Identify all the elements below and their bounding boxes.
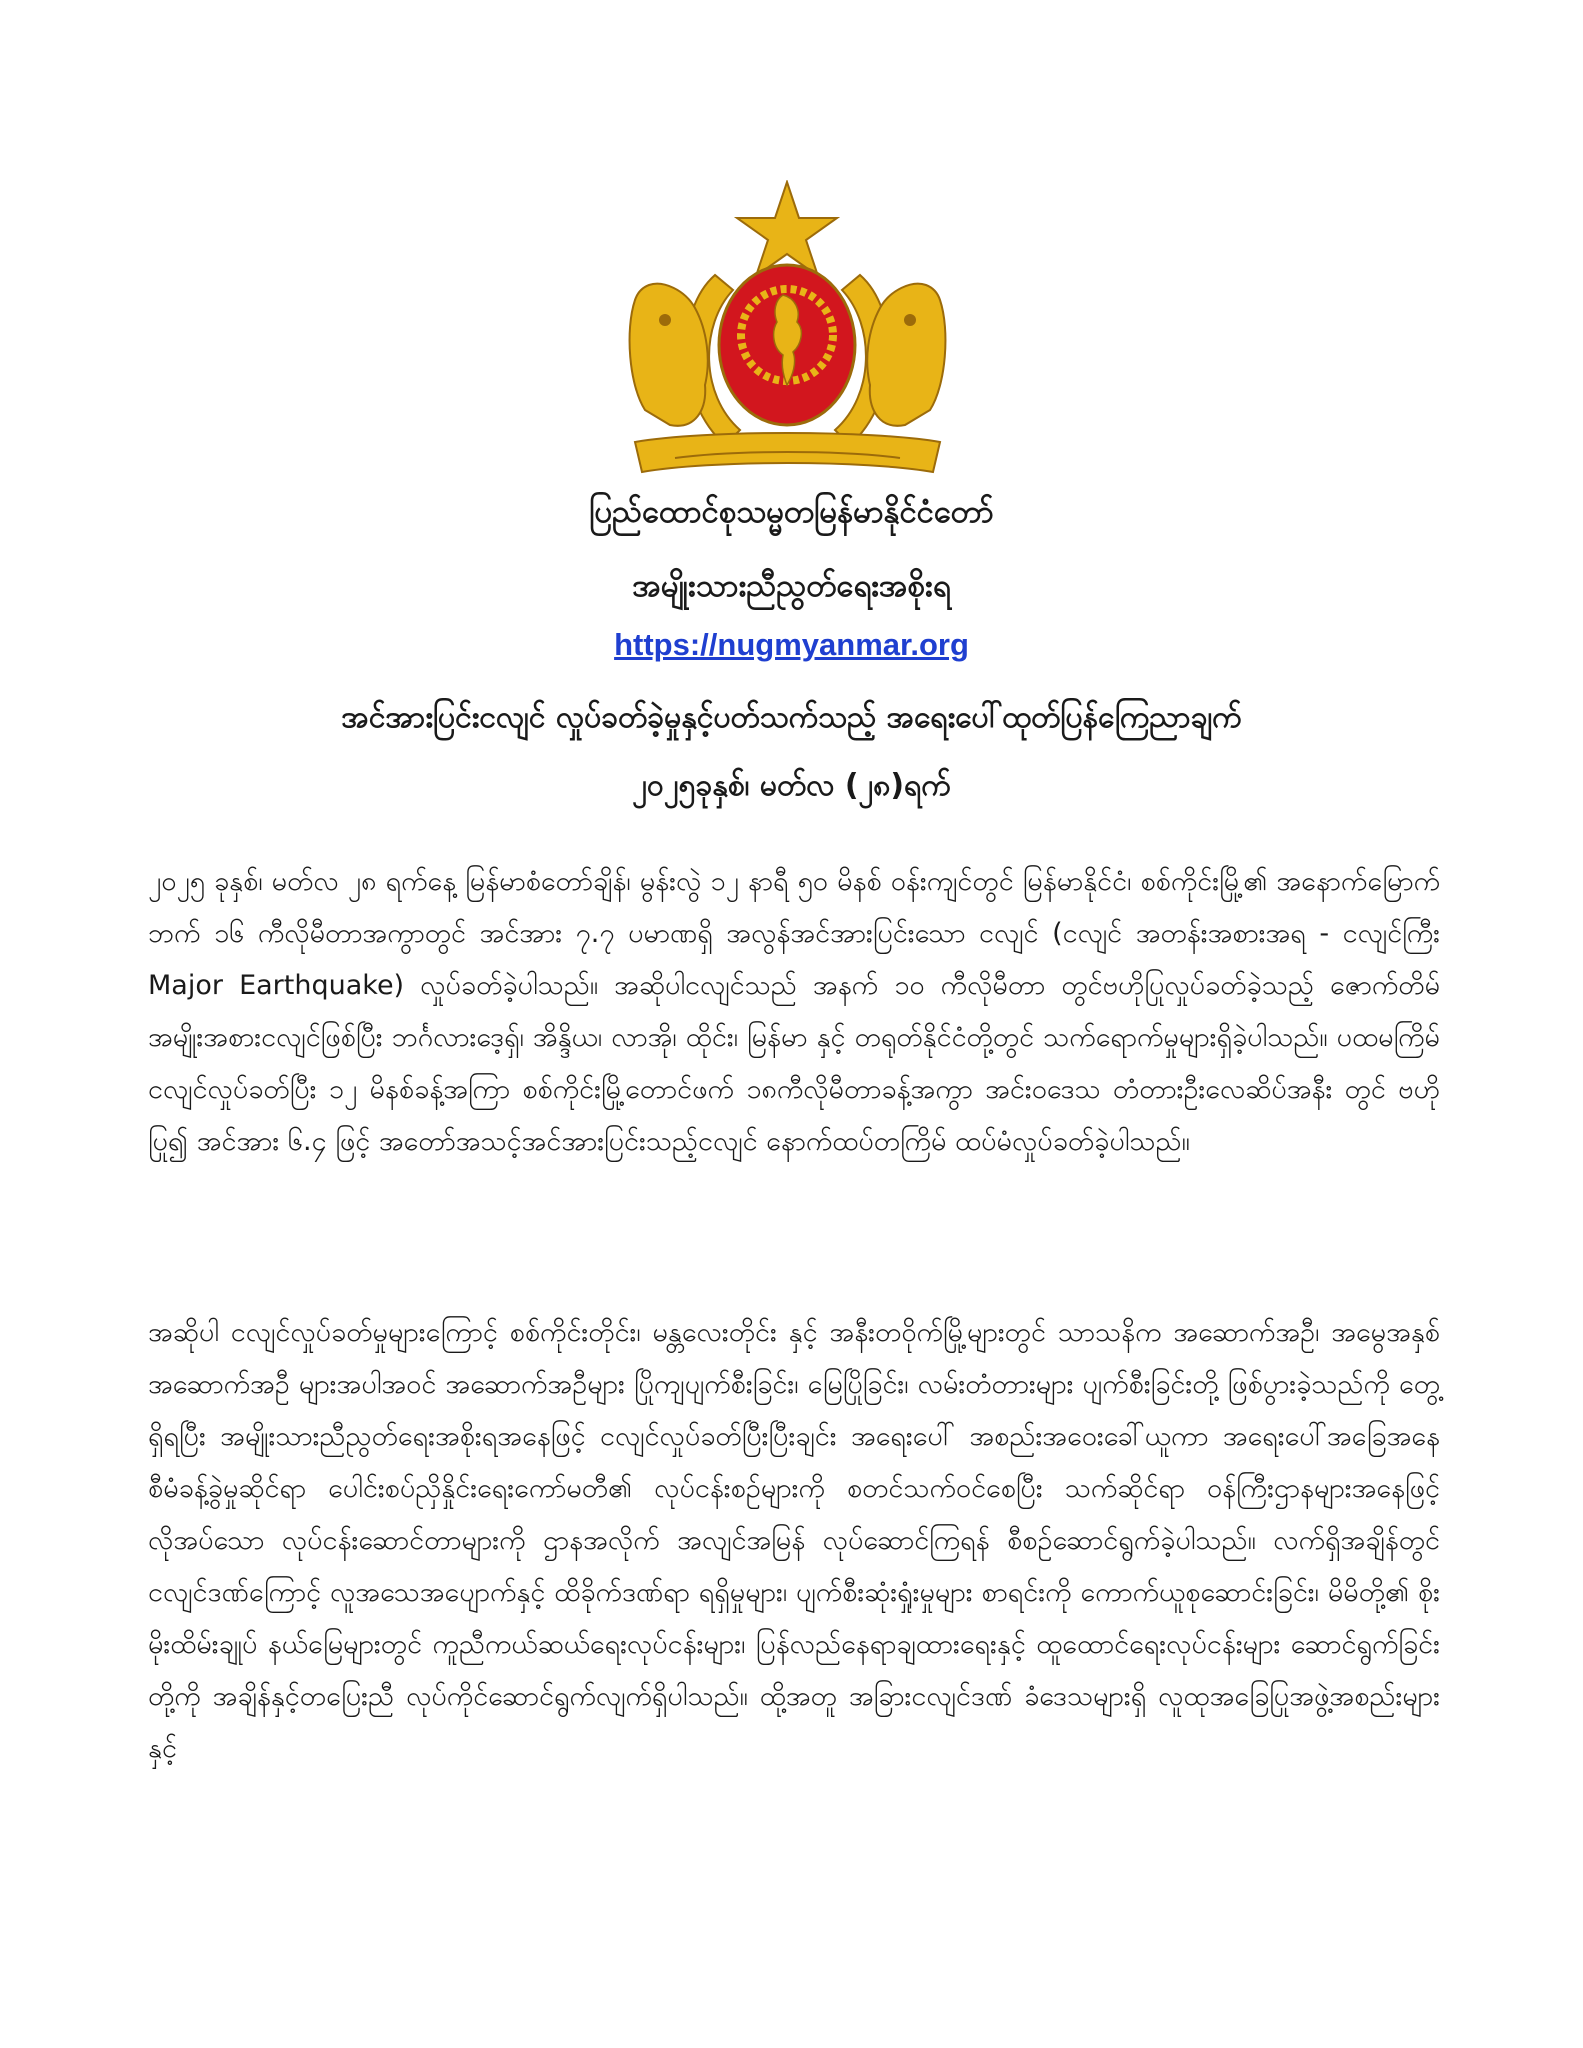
country-title: ပြည်ထောင်စုသမ္မတမြန်မာနိုင်ငံတော်: [589, 494, 994, 530]
statement-date: ၂၀၂၅ခုနှစ်၊ မတ်လ (၂၈)ရက်: [632, 768, 951, 803]
government-title: အမျိုးသားညီညွတ်ရေးအစိုးရ: [632, 568, 951, 604]
website-link[interactable]: https://nugmyanmar.org: [614, 627, 969, 662]
state-seal-icon: [615, 180, 960, 480]
body-paragraph-1: ၂၀၂၅ ခုနှစ်၊ မတ်လ ၂၈ ရက်နေ့ မြန်မာစံတော်ချိန်၊ မွန်းလွဲ ၁၂ နာရီ ၅၀ မိနစ် ဝန်းကျင်တွင် မြန်မာနိုင်ငံ၊ စစ်ကိုင်းမြို့၏ အနောက်မြောက်ဘက် ၁၆ ကီလိုမီတာအကွာတွင် အင်အား ၇.၇ ပမာဏရှိ အလွန်အင်အားပြင်းသော ငလျင် (ငလျင် အတန်းအစားအရ - ငလျင်ကြီး Major Earthquake) လှုပ်ခတ်ခဲ့ပါသည်။ အဆိုပါငလျင်သည် အနက် ၁၀ ကီလိုမီတာ တွင်ဗဟိုပြုလှုပ်ခတ်ခဲ့သည့် ဇောက်တိမ် အမျိုးအစားငလျင်ဖြစ်ပြီး ဘင်္ဂလားဒေ့ရှ်၊ အိန္ဒိယ၊ လာအို၊ ထိုင်း၊ မြန်မာ နှင့် တရုတ်နိုင်ငံတို့တွင် သက်ရောက်မှုများရှိခဲ့ပါသည်။ ပထမကြိမ်ငလျင်လှုပ်ခတ်ပြီး ၁၂ မိနစ်ခန့်အကြာ စစ်ကိုင်းမြို့တောင်ဖက် ၁၈ကီလိုမီတာခန့်အကွာ အင်းဝဒေသ တံတားဦးလေဆိပ်အနီး တွင် ဗဟိုပြု၍ အင်အား ၆.၄ ဖြင့် အတော်အသင့်အင်အားပြင်းသည့်ငလျင် နောက်ထပ်တကြိမ် ထပ်မံလှုပ်ခတ်ခဲ့ပါသည်။: [148, 866, 1440, 1157]
statement-headline: အင်အားပြင်းငလျင် လှုပ်ခတ်ခဲ့မှုနှင့်ပတ်သက်သည့် အရေးပေါ်ထုတ်ပြန်ကြေညာချက်: [341, 700, 1242, 735]
body-paragraph-2: အဆိုပါ ငလျင်လှုပ်ခတ်မှုများကြောင့် စစ်ကိုင်းတိုင်း၊ မန္တလေးတိုင်း နှင့် အနီးတဝိုက်မြို့များတွင် သာသနိက အဆောက်အဦ၊ အမွေအနှစ် အဆောက်အဦ များအပါအဝင် အဆောက်အဦများ ပြိုကျပျက်စီးခြင်း၊ မြေပြိုခြင်း၊ လမ်းတံတားများ ပျက်စီးခြင်းတို့ ဖြစ်ပွားခဲ့သည်ကို တွေ့ရှိရပြီး အမျိုးသားညီညွတ်ရေးအစိုးရအနေဖြင့် ငလျင်လှုပ်ခတ်ပြီးပြီးချင်း အရေးပေါ် အစည်းအဝေးခေါ်ယူကာ အရေးပေါ်အခြေအနေစီမံခန့်ခွဲမှုဆိုင်ရာ ပေါင်းစပ်ညှိနှိုင်းရေးကော်မတီ၏ လုပ်ငန်းစဉ်များကို စတင်သက်ဝင်စေပြီး သက်ဆိုင်ရာ ဝန်ကြီးဌာနများအနေဖြင့် လိုအပ်သော လုပ်ငန်းဆောင်တာများကို ဌာနအလိုက် အလျင်အမြန် လုပ်ဆောင်ကြရန် စီစဉ်ဆောင်ရွက်ခဲ့ပါသည်။ လက်ရှိအချိန်တွင် ငလျင်ဒဏ်ကြောင့် လူအသေအပျောက်နှင့် ထိခိုက်ဒဏ်ရာ ရရှိမှုများ၊ ပျက်စီးဆုံးရှုံးမှုများ စာရင်းကို ကောက်ယူစုဆောင်းခြင်း၊ မိမိတို့၏ စိုးမိုးထိမ်းချုပ် နယ်မြေများတွင် ကူညီကယ်ဆယ်ရေးလုပ်ငန်းများ၊ ပြန်လည်နေရာချထားရေးနှင့် ထူထောင်ရေးလုပ်ငန်းများ ဆောင်ရွက်ခြင်းတို့ကို အချိန်နှင့်တပြေးညီ လုပ်ကိုင်ဆောင်ရွက်လျက်ရှိပါသည်။ ထို့အတူ အခြားငလျင်ဒဏ် ခံဒေသများရှိ လူထုအခြေပြုအဖွဲ့အစည်းများနှင့်: [148, 1317, 1440, 1764]
website-line: [0, 627, 1583, 663]
